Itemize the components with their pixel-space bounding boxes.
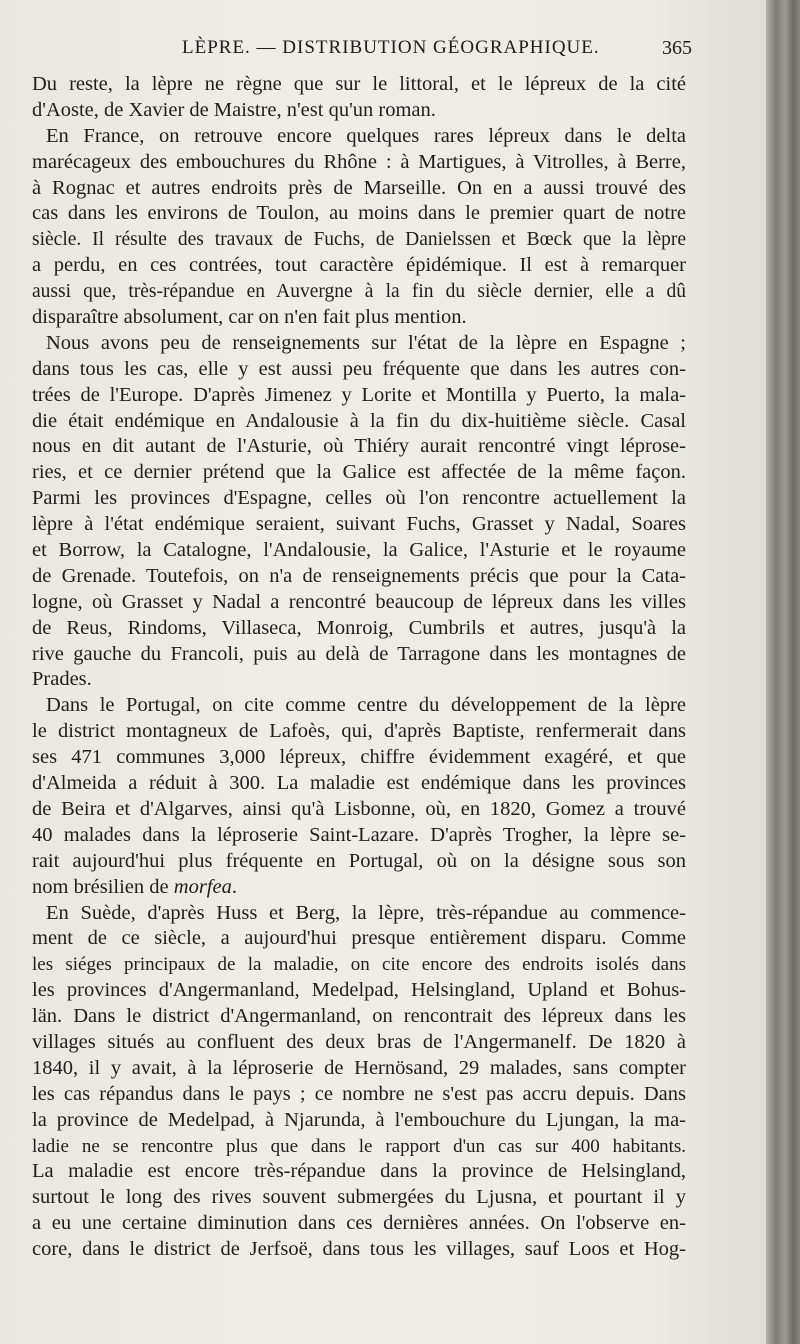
text-line: Nous avons peu de renseignements sur l'état de la lèpre en Espagne ; [46, 331, 686, 354]
text-line: la province de Medelpad, à Njarunda, à l'embouchure du Ljungan, la ma- [32, 1108, 686, 1131]
text-line: nom brésilien de morfea. [32, 875, 237, 898]
text-line: logne, où Grasset y Nadal a rencontré beaucoup de lépreux dans les villes [32, 590, 686, 613]
page-number: 365 [662, 37, 692, 59]
text-line: a eu une certaine diminution dans ces dernières années. On l'observe en- [32, 1212, 686, 1235]
text-line: trées de l'Europe. D'après Jimenez y Lorite et Montilla y Puerto, la mala- [32, 383, 686, 406]
text-line: aussi que, très-répandue en Auvergne à la fin du siècle dernier, elle a dû [32, 281, 686, 303]
text-line: län. Dans le district d'Angermanland, on rencontrait des lépreux dans les [32, 1005, 686, 1028]
text-line: Prades. [32, 668, 92, 691]
text-line: lèpre à l'état endémique seraient, suivant Fuchs, Grasset y Nadal, Soares [32, 513, 686, 536]
text-line: ses 471 communes 3,000 lépreux, chiffre évidemment exagéré, et que [32, 746, 686, 769]
text-line: La maladie est encore très-répandue dans la province de Helsingland, [32, 1160, 686, 1183]
running-title: LÈPRE. — DISTRIBUTION GÉOGRAPHIQUE. [182, 37, 600, 58]
text-line: d'Almeida a réduit à 300. La maladie est endémique dans les provinces [32, 772, 686, 795]
text-line: ladie ne se rencontre plus que dans le rapport d'un cas sur 400 habitants. [32, 1135, 686, 1157]
text-line: cas dans les environs de Toulon, au moins dans le premier quart de notre [32, 202, 686, 225]
book-fore-edge [766, 0, 800, 1344]
text-line: Dans le Portugal, on cite comme centre du développement de la lèpre [46, 694, 686, 717]
text-line: marécageux des embouchures du Rhône : à Martigues, à Vitrolles, à Berre, [32, 150, 686, 173]
text-line: surtout le long des rives souvent submergées du Ljusna, et pourtant il y [32, 1186, 686, 1209]
text-line: les cas répandus dans le pays ; ce nombre ne s'est pas accru depuis. Dans [32, 1082, 686, 1105]
text-line: à Rognac et autres endroits près de Marseille. On en a aussi trouvé des [32, 176, 686, 199]
text-line: le district montagneux de Lafoès, qui, d'après Baptiste, renfermerait dans [32, 720, 686, 743]
text-line: siècle. Il résulte des travaux de Fuchs, de Danielssen et Bœck que la lèpre [32, 229, 686, 251]
text-line: a perdu, en ces contrées, tout caractère épidémique. Il est à remarquer [32, 254, 686, 277]
text-line: En France, on retrouve encore quelques rares lépreux dans le delta [46, 124, 686, 147]
text-line: 1840, il y avait, à la léproserie de Hernösand, 29 malades, sans compter [32, 1056, 686, 1079]
text-line: die était endémique en Andalousie à la fin du dix-huitième siècle. Casal [32, 409, 686, 432]
text-line: les provinces d'Angermanland, Medelpad, Helsingland, Upland et Bohus- [32, 979, 686, 1002]
text-line: Parmi les provinces d'Espagne, celles où l'on rencontre actuellement la [32, 487, 686, 510]
text-line: villages situés au confluent des deux bras de l'Angermanelf. De 1820 à [32, 1030, 686, 1053]
body-text [32, 72, 686, 1263]
text-line: ment de ce siècle, a aujourd'hui presque entièrement disparu. Comme [32, 927, 686, 950]
text-line: 40 malades dans la léproserie Saint-Lazare. D'après Trogher, la lèpre se- [32, 823, 686, 846]
text-line: et Borrow, la Catalogne, l'Andalousie, la Galice, l'Asturie et le royaume [32, 539, 686, 562]
text-line: disparaître absolument, car on n'en fait plus mention. [32, 306, 467, 329]
text-line: En Suède, d'après Huss et Berg, la lèpre, très-répandue au commence- [46, 901, 686, 924]
text-line: Du reste, la lèpre ne règne que sur le littoral, et le lépreux de la cité [32, 73, 686, 95]
text-line: de Reus, Rindoms, Villaseca, Monroig, Cumbrils et autres, jusqu'à la [32, 616, 686, 639]
text-line: de Grenade. Toutefois, on n'a de renseignements précis que pour la Cata- [32, 564, 686, 587]
text-line: d'Aoste, de Xavier de Maistre, n'est qu'un roman. [32, 98, 436, 121]
text-line: core, dans le district de Jerfsoë, dans tous les villages, sauf Loos et Hog- [32, 1238, 686, 1261]
running-head [32, 37, 692, 63]
text-line: dans tous les cas, elle y est aussi peu fréquente que dans les autres con- [32, 357, 686, 380]
text-line: les siéges principaux de la maladie, on cite encore des endroits isolés dans [32, 954, 686, 976]
text-line: rait aujourd'hui plus fréquente en Portugal, où on la désigne sous son [32, 849, 686, 872]
text-line: de Beira et d'Algarves, ainsi qu'à Lisbonne, où, en 1820, Gomez a trouvé [32, 797, 686, 820]
text-line: ries, et ce dernier prétend que la Galice est affectée de la même façon. [32, 461, 686, 484]
text-line: nous en dit autant de l'Asturie, où Thiéry aurait rencontré vingt léprose- [32, 435, 686, 458]
text-line: rive gauche du Francoli, puis au delà de Tarragone dans les montagnes de [32, 642, 686, 665]
